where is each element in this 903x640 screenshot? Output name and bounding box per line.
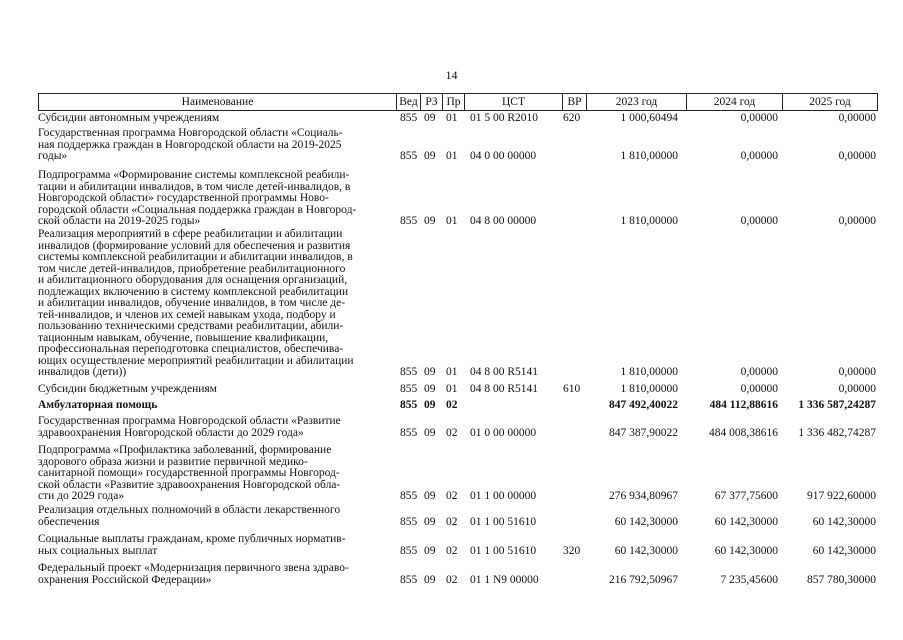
cell-y2024: 60 142,30000 [714, 515, 778, 528]
row-name [38, 128, 394, 163]
cell-ved: 855 [400, 515, 418, 528]
row-name [38, 505, 394, 528]
cell-rz: 09 [424, 573, 436, 586]
table-row [38, 563, 878, 586]
row-name-line: Новгородской области» государственной программы Ново- [38, 192, 329, 204]
cell-ved: 855 [400, 544, 418, 557]
cell-pr: 02 [446, 573, 458, 586]
header-2023: 2023 год [587, 94, 687, 110]
header-pr: Пр [443, 94, 465, 110]
cell-cst: 01 1 00 51610 [470, 544, 537, 557]
row-name [38, 416, 394, 439]
cell-pr: 02 [446, 490, 458, 502]
cell-y2023: 60 142,30000 [614, 515, 678, 528]
cell-pr: 02 [446, 515, 458, 528]
cell-ved: 855 [400, 490, 418, 502]
cell-y2023: 1 810,00000 [620, 383, 678, 395]
cell-rz: 09 [424, 426, 436, 439]
cell-cst: 01 5 00 R2010 [470, 112, 539, 124]
cell-y2023: 216 792,50967 [609, 573, 678, 586]
row-name-line: и абилитационного оборудования для оснащения организаций, [38, 274, 348, 286]
header-rz: РЗ [421, 94, 443, 110]
cell-pr: 01 [446, 383, 458, 395]
cell-y2025: 1 336 482,74287 [798, 426, 876, 439]
row-name-line: Амбулаторная помощь [38, 399, 158, 411]
row-name [38, 445, 394, 503]
cell-y2024: 60 142,30000 [714, 544, 778, 557]
cell-y2024: 484 112,88616 [709, 399, 778, 411]
table-row [38, 113, 878, 125]
cell-rz: 09 [424, 399, 436, 411]
cell-ved: 855 [400, 573, 418, 586]
cell-rz: 09 [424, 366, 436, 378]
cell-y2023: 60 142,30000 [614, 544, 678, 557]
row-name-line: том числе детей-инвалидов, приобретение реабилитационного [38, 262, 346, 275]
row-name-line: Государственная программа Новгородской области «Развитие [38, 415, 341, 427]
table-row [38, 384, 878, 396]
cell-y2023: 1 810,00000 [620, 215, 678, 227]
row-name-line: инвалидов (формирование условий для обеспечения и развития [38, 239, 351, 252]
row-name-line: сти до 2029 года» [38, 490, 125, 502]
cell-y2023: 847 387,90022 [609, 426, 678, 439]
cell-vr: 610 [563, 383, 581, 395]
cell-rz: 09 [424, 150, 436, 162]
table-row [38, 170, 878, 228]
cell-rz: 09 [424, 112, 436, 124]
cell-cst: 04 8 00 R5141 [470, 366, 539, 378]
row-name [38, 384, 394, 396]
table-row [38, 505, 878, 528]
row-name-line: тационным навыкам, обучение, повышение квалификации, [38, 331, 329, 344]
cell-cst: 04 8 00 00000 [470, 215, 537, 227]
header-vr: ВР [563, 94, 587, 110]
row-name-line: Государственная программа Новгородской области «Социаль- [38, 127, 343, 139]
cell-cst: 01 0 00 00000 [470, 426, 537, 439]
cell-y2025: 0,00000 [838, 215, 876, 227]
row-name [38, 563, 394, 586]
cell-vr: 620 [563, 112, 581, 124]
page-number: 14 [445, 68, 458, 82]
cell-ved: 855 [400, 399, 418, 411]
row-name-line: Федеральный проект «Модернизация первичного звена здраво- [38, 562, 349, 574]
cell-pr: 01 [446, 112, 458, 124]
cell-rz: 09 [424, 215, 436, 227]
table-row [38, 128, 878, 163]
cell-pr: 02 [446, 426, 458, 439]
cell-y2025: 0,00000 [838, 366, 876, 378]
cell-cst: 01 1 00 00000 [470, 490, 537, 502]
table-row [38, 416, 878, 439]
row-name-line: профессиональная переподготовка специалистов, обеспечива- [38, 343, 344, 355]
header-cst: ЦСТ [465, 94, 563, 110]
cell-y2024: 0,00000 [740, 112, 778, 124]
header-2025: 2025 год [809, 96, 851, 108]
cell-y2024: 7 235,45600 [720, 573, 778, 586]
cell-cst: 04 8 00 R5141 [470, 383, 539, 395]
cell-y2025: 857 780,30000 [807, 573, 876, 586]
row-name-line: городской области «Социальная поддержка граждан в Новгород- [38, 203, 357, 216]
cell-y2025: 0,00000 [838, 112, 876, 124]
row-name-line: ющих осуществление мероприятий реабилитации и абилитации [38, 354, 354, 367]
cell-y2025: 1 336 587,24287 [798, 399, 876, 411]
cell-pr: 02 [446, 399, 458, 411]
cell-ved: 855 [400, 366, 418, 378]
table-row [38, 229, 878, 379]
cell-y2025: 60 142,30000 [812, 515, 876, 528]
cell-ved: 855 [400, 215, 418, 227]
cell-rz: 09 [424, 515, 436, 528]
row-name [38, 400, 394, 412]
cell-pr: 01 [446, 366, 458, 378]
table-header [38, 93, 878, 111]
cell-y2025: 0,00000 [838, 383, 876, 395]
cell-y2023: 1 810,00000 [620, 366, 678, 378]
row-name [38, 229, 394, 379]
cell-ved: 855 [400, 112, 418, 124]
row-name-line: пользованию техническими средствами реабилитации, абили- [38, 320, 344, 332]
header-name: Наименование [39, 94, 397, 110]
table-row [38, 445, 878, 503]
row-name-line: Подпрограмма «Формирование системы комплексной реабили- [38, 169, 350, 181]
row-name-line: санитарной помощи» государственной программы Новгород- [38, 467, 340, 479]
table-row [38, 400, 878, 412]
row-name-line: здорового образа жизни и развитие первичной медико- [38, 455, 308, 468]
row-name-line: ная поддержка граждан в Новгородской области на 2019-2025 [38, 138, 342, 151]
cell-y2025: 60 142,30000 [812, 544, 876, 557]
row-name [38, 534, 394, 557]
cell-y2024: 0,00000 [740, 150, 778, 162]
row-name-line: Реализация отдельных полномочий в области лекарственного [38, 504, 341, 516]
row-name-line: Субсидии автономным учреждениям [38, 112, 220, 124]
row-name [38, 113, 394, 125]
cell-ved: 855 [400, 150, 418, 162]
row-name-line: подлежащих включению в систему комплексной реабилитации [38, 285, 349, 298]
cell-y2025: 0,00000 [838, 150, 876, 162]
row-name-line: охранения Российской Федерации» [38, 573, 212, 586]
header-ved: Вед [397, 94, 421, 110]
row-name [38, 170, 394, 228]
cell-y2024: 0,00000 [740, 366, 778, 378]
cell-y2024: 0,00000 [740, 383, 778, 395]
cell-ved: 855 [400, 426, 418, 439]
row-name-line: годы» [38, 150, 68, 162]
cell-cst: 01 1 N9 00000 [470, 573, 539, 586]
cell-ved: 855 [400, 383, 418, 395]
cell-cst: 01 1 00 51610 [470, 515, 537, 528]
cell-rz: 09 [424, 544, 436, 557]
row-name-line: ных социальных выплат [38, 544, 158, 557]
row-name-line: здравоохранения Новгородской области до 2029 года» [38, 426, 304, 439]
row-name-line: системы комплексной реабилитации и абилитации инвалидов, в [38, 251, 353, 263]
cell-vr: 320 [563, 544, 581, 557]
row-name-line: тей-инвалидов, и членов их семей навыкам ухода, подбору и [38, 308, 336, 321]
cell-y2025: 917 922,60000 [807, 490, 876, 502]
header-2024: 2024 год [687, 94, 783, 110]
cell-pr: 02 [446, 544, 458, 557]
row-name-line: Реализация мероприятий в сфере реабилитации и абилитации [38, 228, 343, 240]
cell-rz: 09 [424, 383, 436, 395]
cell-pr: 01 [446, 215, 458, 227]
row-name-line: ской области «Развитие здравоохранения Новгородской обла- [38, 478, 341, 491]
row-name-line: ской области на 2019-2025 годы» [38, 215, 201, 227]
cell-y2023: 1 810,00000 [620, 150, 678, 162]
table-row [38, 534, 878, 557]
cell-rz: 09 [424, 490, 436, 502]
row-name-line: и абилитации инвалидов, обучение инвалидов, в том числе де- [38, 297, 346, 309]
cell-y2024: 0,00000 [740, 215, 778, 227]
row-name-line: тации и абилитации инвалидов, в том числе детей-инвалидов, в [38, 180, 351, 193]
cell-y2023: 276 934,80967 [609, 490, 678, 502]
cell-y2024: 484 008,38616 [709, 426, 778, 439]
row-name-line: обеспечения [38, 515, 100, 528]
cell-cst: 04 0 00 00000 [470, 150, 537, 162]
row-name-line: Социальные выплаты гражданам, кроме публичных норматив- [38, 533, 346, 545]
cell-y2024: 67 377,75600 [714, 490, 778, 502]
cell-y2023: 847 492,40022 [609, 399, 678, 411]
row-name-line: Субсидии бюджетным учреждениям [38, 383, 217, 395]
row-name-line: инвалидов (дети)) [38, 366, 127, 378]
row-name-line: Подпрограмма «Профилактика заболеваний, формирование [38, 444, 332, 456]
cell-y2023: 1 000,60494 [620, 112, 678, 124]
cell-pr: 01 [446, 150, 458, 162]
